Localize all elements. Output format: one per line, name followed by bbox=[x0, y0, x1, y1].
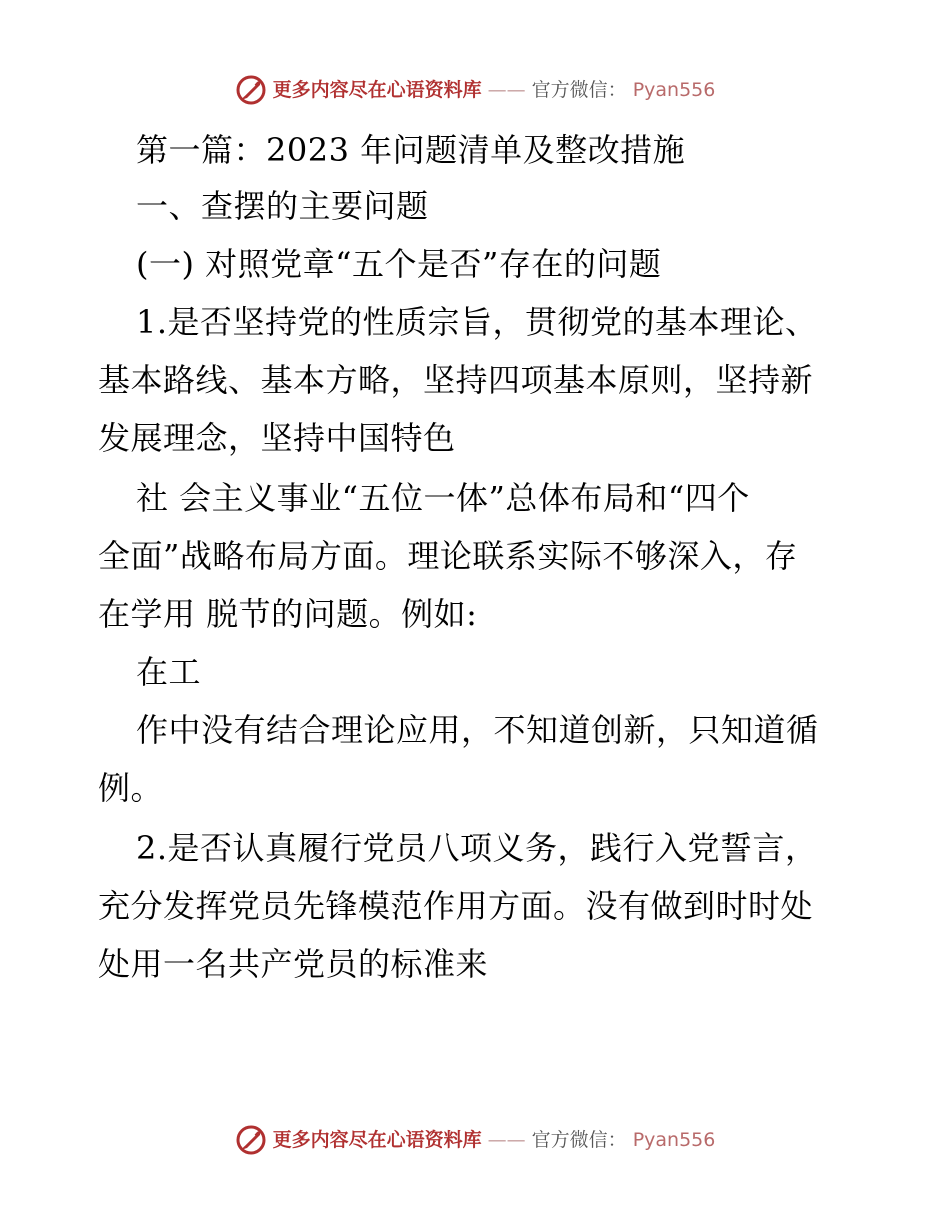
watermark-wechat-label: 官方微信： bbox=[531, 79, 627, 101]
paragraph-line: 1.是否坚持党的性质宗旨，贯彻党的基本理论、 bbox=[136, 303, 818, 341]
paragraph-line: 处用一名共产党员的标准来 bbox=[98, 945, 489, 983]
watermark-dash: —— bbox=[487, 1129, 526, 1151]
header-watermark bbox=[0, 73, 950, 107]
paragraph-line: 基本路线、基本方略，坚持四项基本原则，坚持新 bbox=[98, 361, 814, 399]
subsection-heading: (一) 对照党章“五个是否”存在的问题 bbox=[136, 245, 662, 283]
watermark-text: 更多内容尽在心语资料库 bbox=[272, 1129, 482, 1151]
watermark-wechat-id: Pyan556 bbox=[632, 79, 716, 101]
feather-logo-icon bbox=[235, 74, 267, 106]
watermark-wechat-id: Pyan556 bbox=[632, 1129, 716, 1151]
paragraph-line: 发展理念，坚持中国特色 bbox=[98, 419, 456, 457]
section-heading: 一、查摆的主要问题 bbox=[136, 187, 429, 225]
feather-logo-icon bbox=[235, 1124, 267, 1156]
paragraph-line: 全面”战略布局方面。理论联系实际不够深入，存 bbox=[98, 537, 798, 575]
paragraph-line: 充分发挥党员先锋模范作用方面。没有做到时时处 bbox=[98, 887, 814, 925]
paragraph-line: 作中没有结合理论应用，不知道创新，只知道循 bbox=[136, 711, 819, 749]
paragraph-line: 2.是否认真履行党员八项义务，践行入党誓言， bbox=[136, 829, 818, 867]
paragraph-line: 社 会主义事业“五位一体”总体布局和“四个 bbox=[136, 479, 750, 517]
paragraph-line: 在学用 脱节的问题。例如: bbox=[98, 595, 478, 633]
footer-watermark bbox=[0, 1123, 950, 1157]
watermark-wechat-label: 官方微信： bbox=[531, 1129, 627, 1151]
document-title: 第一篇：2023 年问题清单及整改措施 bbox=[136, 131, 686, 169]
watermark-text: 更多内容尽在心语资料库 bbox=[272, 79, 482, 101]
watermark-dash: —— bbox=[487, 79, 526, 101]
paragraph-line: 例。 bbox=[98, 769, 164, 807]
paragraph-line: 在工 bbox=[136, 653, 202, 691]
